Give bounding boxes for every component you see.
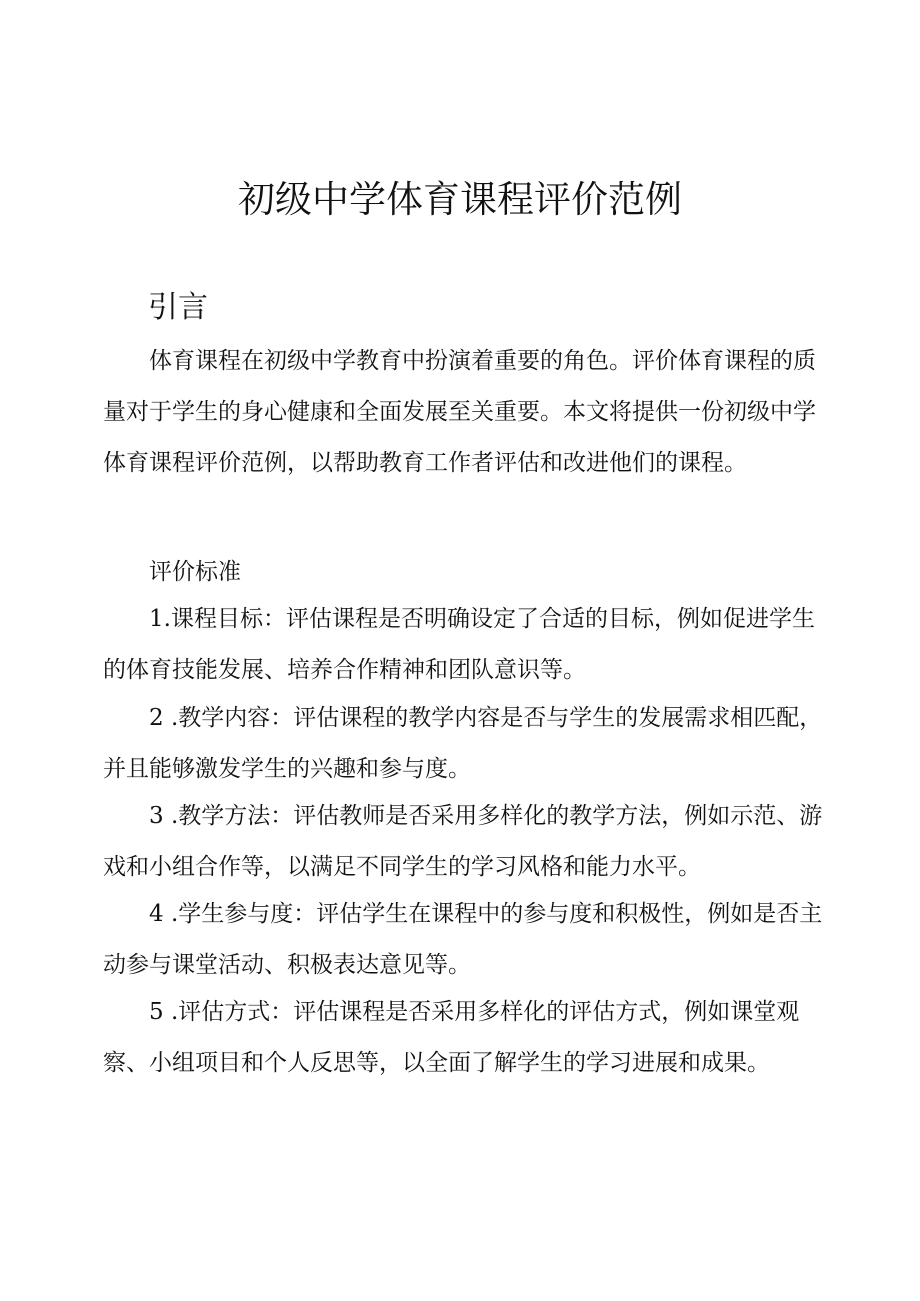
intro-paragraph: 体育课程在初级中学教育中扮演着重要的角色。评价体育课程的质量对于学生的身心健康和全面发展至关重要。本文将提供一份初级中学体育课程评价范例，以帮助教育工作者评估和改进他们的课程。 — [103, 348, 816, 476]
intro-heading: 引言 — [148, 290, 208, 325]
document-title: 初级中学体育课程评价范例 — [238, 178, 682, 221]
criteria-item-4: 4 .学生参与度：评估学生在课程中的参与度和积极性，例如是否主动参与课堂活动、积极表达意见等。 — [103, 901, 823, 978]
criteria-item-3: 3 .教学方法：评估教师是否采用多样化的教学方法，例如示范、游戏和小组合作等，以满足不同学生的学习风格和能力水平。 — [103, 803, 823, 880]
criteria-item-2: 2 .教学内容：评估课程的教学内容是否与学生的发展需求相匹配，并且能够激发学生的兴趣和参与度。 — [103, 705, 823, 782]
criteria-label: 评价标准 — [149, 559, 241, 585]
criteria-item-5: 5 .评估方式：评估课程是否采用多样化的评估方式，例如课堂观察、小组项目和个人反思等，以全面了解学生的学习进展和成果。 — [103, 999, 800, 1076]
criteria-item-1: 1.课程目标：评估课程是否明确设定了合适的目标，例如促进学生的体育技能发展、培养合作精神和团队意识等。 — [103, 606, 815, 683]
